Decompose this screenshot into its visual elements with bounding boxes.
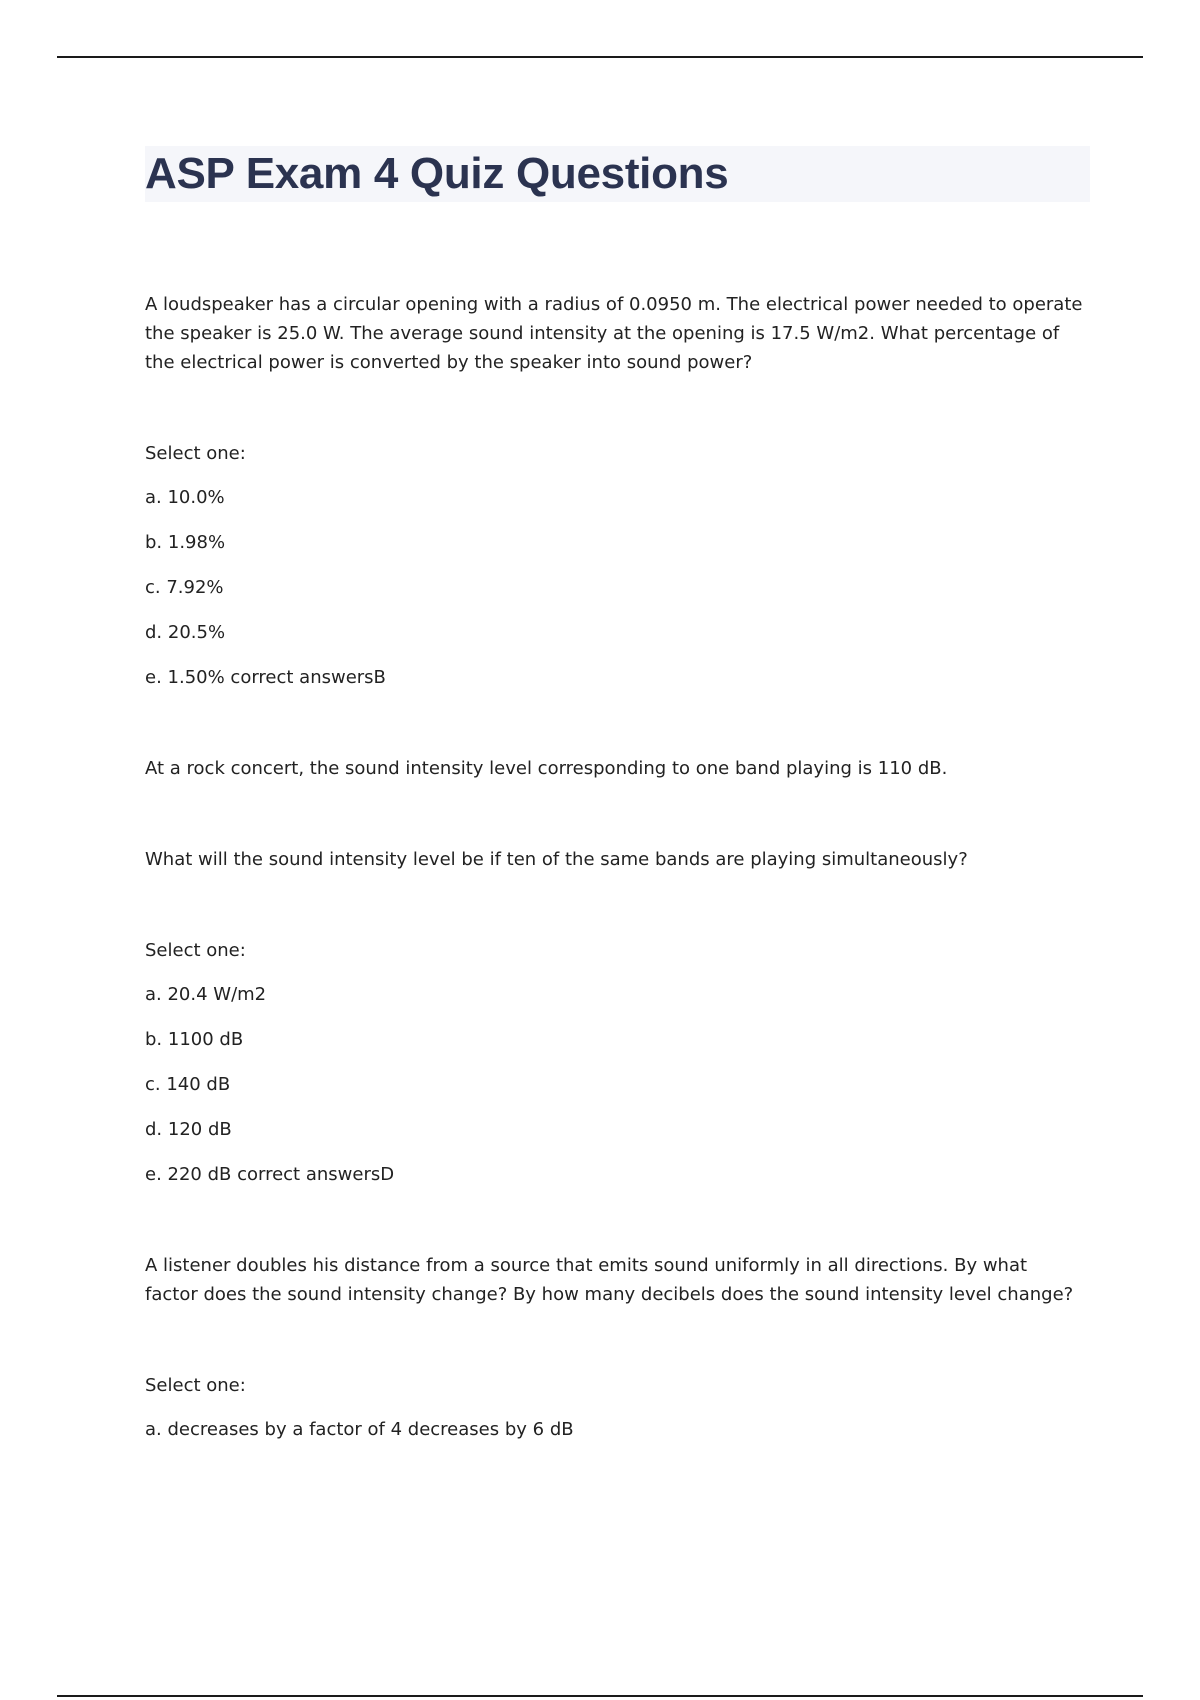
answer-option: a. 10.0% (145, 487, 225, 508)
answer-option: e. 1.50% correct answersB (145, 667, 386, 688)
answer-option: d. 20.5% (145, 622, 226, 643)
answer-option: a. 20.4 W/m2 (145, 984, 267, 1005)
question-block-1 (145, 290, 1085, 692)
question-text: At a rock concert, the sound intensity level corresponding to one band playing is 110 dB. (145, 758, 948, 779)
answer-option: b. 1.98% (145, 532, 226, 553)
select-one-label: Select one: (145, 940, 246, 961)
question-text: A loudspeaker has a circular opening with a radius of 0.0950 m. The electrical power needed to operate the speaker is 25.0 W. The average sound intensity at the opening is 17.5 W/m2. What percentage of the electrical power is converted by the speaker into sound power? (145, 294, 1083, 373)
document-title: ASP Exam 4 Quiz Questions (145, 149, 729, 198)
question-subtext: What will the sound intensity level be if ten of the same bands are playing simultaneously? (145, 849, 968, 870)
header-rule (57, 56, 1143, 58)
select-one-label: Select one: (145, 1375, 246, 1396)
answer-option: a. decreases by a factor of 4 decreases by 6 dB (145, 1419, 574, 1440)
answer-option: e. 220 dB correct answersD (145, 1164, 395, 1185)
answer-option: b. 1100 dB (145, 1029, 244, 1050)
answer-option: c. 7.92% (145, 577, 224, 598)
footer-rule (57, 1695, 1143, 1697)
question-text: A listener doubles his distance from a source that emits sound uniformly in all directions. By what factor does the sound intensity change? By how many decibels does the sound intensity level change? (145, 1255, 1074, 1305)
answer-option: d. 120 dB (145, 1119, 232, 1140)
question-block-3 (145, 1251, 1085, 1444)
select-one-label: Select one: (145, 443, 246, 464)
question-block-2 (145, 754, 1085, 1189)
document-body (145, 290, 1085, 1444)
answer-option: c. 140 dB (145, 1074, 231, 1095)
